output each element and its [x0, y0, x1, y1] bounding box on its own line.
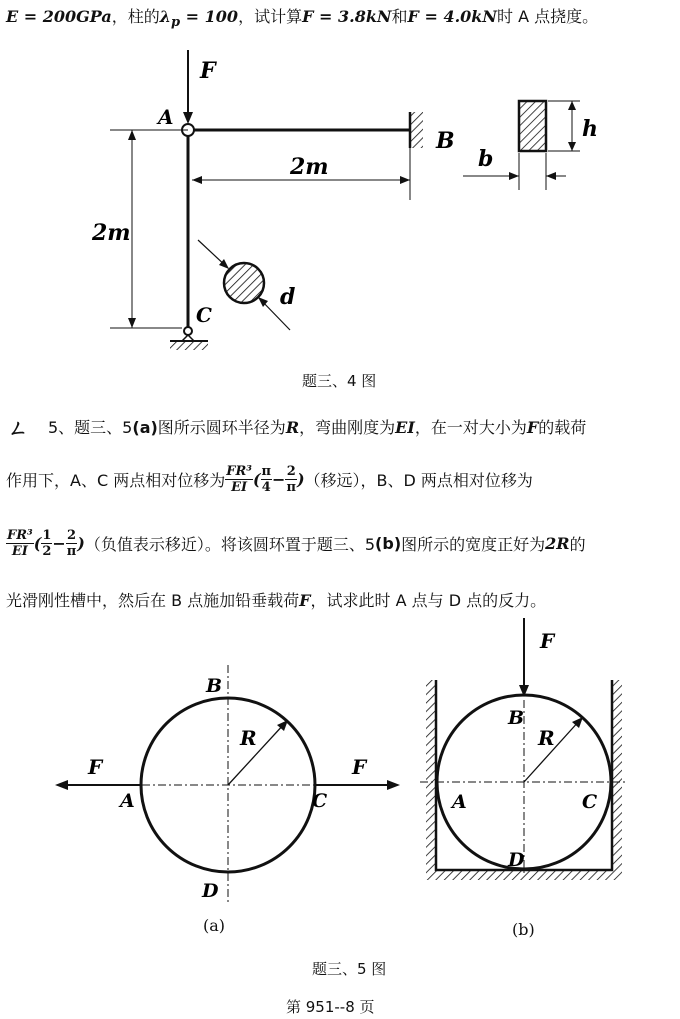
dim-arrow [128, 318, 136, 328]
dim-label-vertical: 2m [92, 220, 131, 246]
fraction-1-2 [41, 528, 52, 559]
numerator: 2 [67, 527, 77, 543]
label-B: B [436, 128, 455, 154]
figure-5a [55, 665, 400, 905]
hinge-C [184, 327, 192, 335]
problem-5-line-1 [48, 415, 586, 438]
denominator: 4 [261, 479, 271, 495]
figure-4 [0, 40, 680, 360]
modulus-expression: E = 200GPa [6, 7, 112, 26]
label-R: R [240, 726, 257, 750]
symbol-R: R [285, 418, 300, 437]
label-d: d [280, 284, 296, 310]
text: ，试求此时 A 点与 D 点的反力。 [310, 591, 547, 610]
numerator: 2 [286, 463, 296, 479]
label-R: R [538, 726, 555, 750]
subfig-ref-b: (b) [375, 533, 402, 553]
label-D: D [508, 849, 525, 871]
lambda-symbol: λ [159, 7, 172, 26]
text: 作用下，A、C 两点相对位移为 [6, 470, 226, 490]
fraction-2-pi-2 [66, 528, 78, 559]
numerator: 1 [42, 527, 52, 543]
figure-5 [0, 615, 680, 945]
subfig-ref-a: (a) [132, 418, 158, 437]
label-b: b [478, 146, 494, 172]
ground-hatch [170, 342, 208, 350]
dim-arrow [546, 172, 556, 180]
label-C: C [312, 790, 328, 812]
symbol-F: F [299, 591, 311, 610]
label-C: C [196, 303, 212, 327]
denominator: π [286, 479, 296, 495]
problem-4-tail-line [6, 4, 598, 30]
label-h: h [582, 116, 598, 142]
label-C: C [582, 791, 598, 813]
label-F: F [200, 58, 216, 84]
dim-arrow [192, 176, 202, 184]
symbol-EI: EI [395, 418, 415, 437]
groove-right-wall-hatch [612, 680, 622, 870]
groove-left-wall-hatch [426, 680, 436, 870]
force-arrowhead [183, 112, 193, 124]
label-F: F [540, 629, 555, 653]
numerator: π [261, 463, 272, 479]
figure-4-caption: 题三、4 图 [302, 372, 377, 390]
text: ，在一对大小为 [414, 418, 527, 437]
text: （负值表示移近）。将该圆环置于题三、5 [84, 534, 376, 554]
subfig-label-b: (b) [512, 920, 535, 939]
text: 和 [391, 7, 408, 26]
force-value-1: F = 3.8kN [302, 7, 392, 26]
text: 的载荷 [538, 418, 587, 437]
label-A: A [452, 791, 467, 813]
text: 时 A 点挠度。 [497, 7, 599, 26]
dim-arrow [568, 142, 576, 151]
dim-arrow [128, 130, 136, 140]
text: ，试计算 [238, 7, 303, 26]
problem-5-line-4 [6, 588, 546, 611]
denominator: EI [231, 479, 248, 495]
lambda-value: = 100 [180, 7, 239, 26]
text: 的 [569, 534, 586, 554]
label-A: A [120, 790, 135, 812]
fraction-FR3-EI-2 [6, 528, 34, 559]
problem-5-line-3: $\frac{\text{FR³}}{EI}$ ( $\frac{1}{2}$ − $\frac{2}{\pi}$ ) （负值表示移近）。将该圆环置于题三、5 (b) 图所示的宽度正好为 2R 的 [7, 527, 586, 559]
label-F-right: F [352, 755, 367, 779]
text: 图所示的宽度正好为 [401, 534, 546, 554]
text: ，弯曲刚度为 [299, 418, 396, 437]
label-F-left: F [88, 755, 103, 779]
label-D: D [202, 880, 219, 902]
text: ，柱的 [111, 7, 160, 26]
lambda-subscript: p [171, 15, 181, 31]
text: 5、题三、5 [48, 418, 133, 437]
numerator: FR³ [7, 527, 33, 543]
rect-section [519, 101, 546, 151]
text: （移远），B、D 两点相对位移为 [304, 470, 533, 490]
dim-arrow [400, 176, 410, 184]
numerator: FR³ [226, 463, 252, 479]
denominator: 2 [42, 543, 52, 559]
page-footer: 第 951--8 页 [286, 998, 375, 1016]
label-A: A [158, 105, 174, 129]
fraction-FR3-EI [225, 464, 253, 495]
margin-mark: ㄥ [8, 416, 28, 440]
denominator: π [66, 543, 77, 559]
dim-arrow [568, 101, 576, 110]
figure-5b [420, 618, 628, 880]
problem-5-line-2: 作用下，A、C 两点相对位移为 $\frac{\text{FR³}}{EI}$ ( $\frac{\pi}{4}$ − $\frac{2}{\pi}$ ) （移远），B、D 两点相对位移为 [6, 463, 533, 495]
symbol-2R: 2R [545, 533, 570, 553]
fixed-wall-hatch [411, 112, 423, 148]
figure-5-caption: 题三、5 图 [312, 960, 387, 978]
symbol-F: F [526, 418, 539, 437]
force-value-2: F = 4.0kN [407, 7, 497, 26]
label-B: B [508, 707, 525, 729]
fraction-2-pi [285, 464, 297, 495]
text: 光滑刚性槽中，然后在 B 点施加铅垂载荷 [6, 591, 300, 610]
subfig-label-a: (a) [203, 916, 226, 935]
dim-arrow [509, 172, 519, 180]
text: 图所示圆环半径为 [157, 418, 286, 437]
label-B: B [206, 675, 223, 697]
force-left-arrowhead [55, 780, 68, 790]
fraction-pi-4 [261, 464, 273, 495]
dim-label-horizontal: 2m [290, 154, 329, 180]
force-right-arrowhead [387, 780, 400, 790]
denominator: EI [11, 543, 28, 559]
